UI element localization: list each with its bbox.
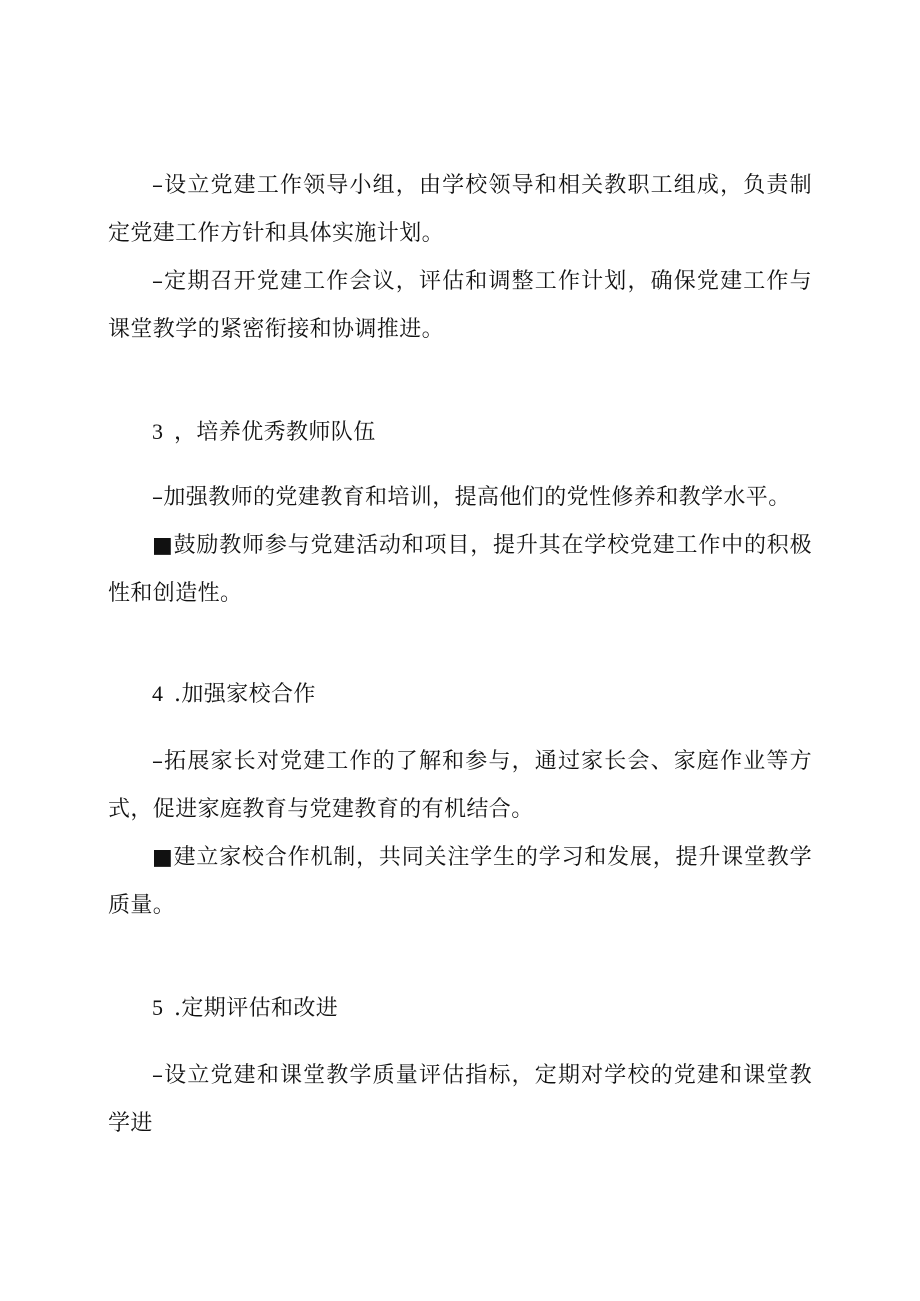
section-number: 3 — [152, 419, 164, 444]
section-heading-3 — [152, 408, 376, 457]
paragraph-parent-involvement: –拓展家长对党建工作的了解和参与，通过家长会、家庭作业等方式，促进家庭教育与党建教育的有机结合。 — [108, 749, 812, 822]
paragraph-regular-meetings: –定期召开党建工作会议，评估和调整工作计划，确保党建工作与课堂教学的紧密衔接和协调推进。 — [108, 269, 812, 342]
section-title: .加强家校合作 — [174, 682, 316, 707]
section-heading-5 — [152, 984, 338, 1033]
paragraph-leadership-group: –设立党建工作领导小组，由学校领导和相关教职工组成，负责制定党建工作方针和具体实施计划。 — [108, 173, 812, 246]
section-number: 4 — [152, 681, 164, 706]
paragraph-teacher-participation: ■鼓励教师参与党建活动和项目，提升其在学校党建工作中的积极性和创造性。 — [108, 533, 812, 606]
section-title: .定期评估和改进 — [174, 996, 339, 1021]
section-title: ，培养优秀教师队伍 — [174, 420, 376, 445]
paragraph-evaluation-indicators: –设立党建和课堂教学质量评估指标，定期对学校的党建和课堂教学进 — [108, 1063, 812, 1136]
section-number: 5 — [152, 995, 164, 1020]
section-heading-4 — [152, 670, 316, 719]
paragraph-teacher-training: –加强教师的党建教育和培训，提高他们的党性修养和教学水平。 — [152, 485, 791, 510]
paragraph-home-school-mechanism: ■建立家校合作机制，共同关注学生的学习和发展，提升课堂教学质量。 — [108, 845, 812, 918]
